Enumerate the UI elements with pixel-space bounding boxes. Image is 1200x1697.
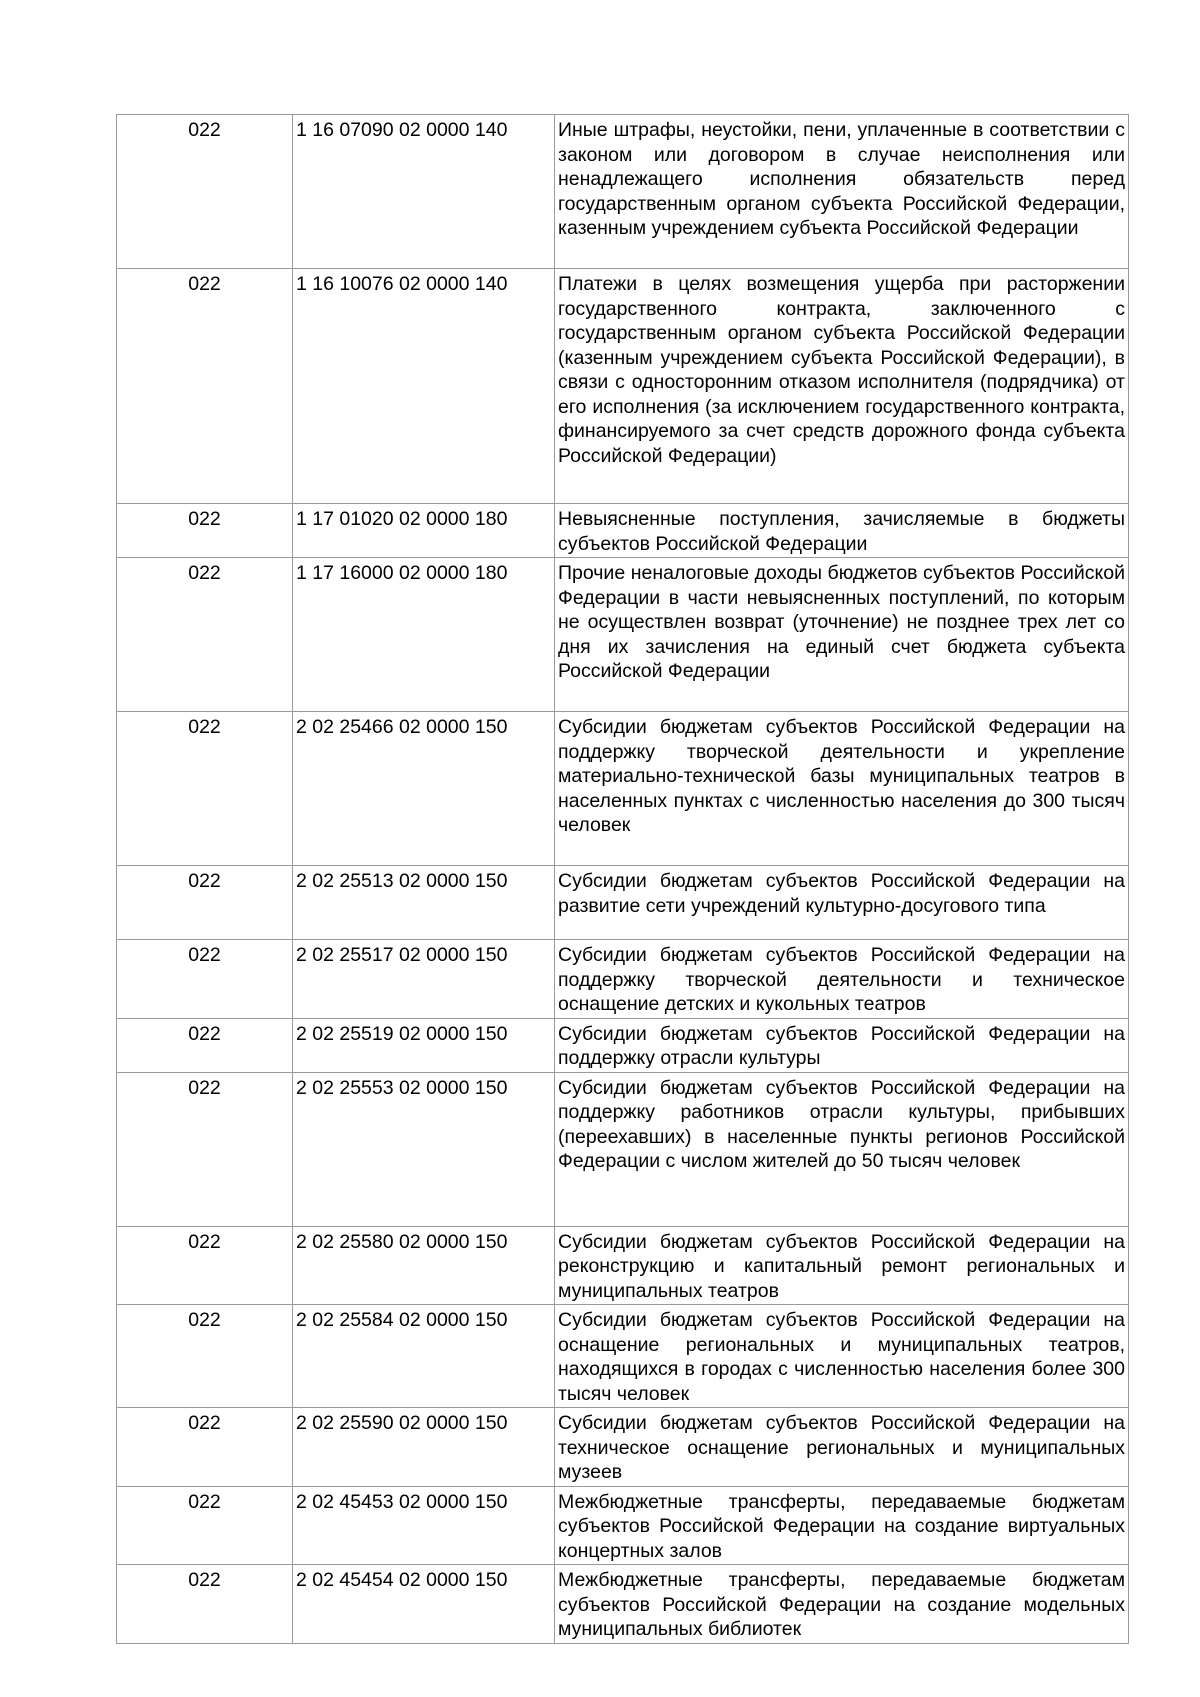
budget-code-cell: 2 02 25584 02 0000 150 <box>293 1305 555 1408</box>
admin-code-cell: 022 <box>117 866 293 940</box>
revenue-name-cell: Платежи в целях возмещения ущерба при расторжении государственного контракта, заключенного с государственным органом субъекта Российской Федерации (казенным учреждением субъекта Российской Федерации), в связи с односторонним отказом исполнителя (подрядчика) от его исполнения (за исключением государственного контракта, финансируемого за счет средств дорожного фонда субъекта Российской Федерации) <box>555 269 1129 504</box>
budget-code-cell: 1 17 01020 02 0000 180 <box>293 504 555 558</box>
admin-code-cell: 022 <box>117 712 293 866</box>
admin-code-cell: 022 <box>117 1486 293 1565</box>
budget-code-cell: 2 02 25553 02 0000 150 <box>293 1072 555 1226</box>
admin-code-cell: 022 <box>117 558 293 712</box>
revenue-name-cell: Субсидии бюджетам субъектов Российской Федерации на поддержку творческой деятельности и техническое оснащение детских и кукольных театров <box>555 940 1129 1019</box>
revenue-name-cell: Субсидии бюджетам субъектов Российской Федерации на поддержку отрасли культуры <box>555 1018 1129 1072</box>
admin-code-cell: 022 <box>117 1408 293 1487</box>
admin-code-cell: 022 <box>117 1072 293 1226</box>
admin-code-cell: 022 <box>117 1305 293 1408</box>
table-row <box>117 940 1129 1019</box>
revenue-name-cell: Прочие неналоговые доходы бюджетов субъектов Российской Федерации в части невыясненных поступлений, по которым не осуществлен возврат (уточнение) не позднее трех лет со дня их зачисления на единый счет бюджета субъекта Российской Федерации <box>555 558 1129 712</box>
budget-code-cell: 2 02 25519 02 0000 150 <box>293 1018 555 1072</box>
revenue-name-cell: Межбюджетные трансферты, передаваемые бюджетам субъектов Российской Федерации на создание модельных муниципальных библиотек <box>555 1565 1129 1644</box>
revenue-name-cell: Субсидии бюджетам субъектов Российской Федерации на реконструкцию и капитальный ремонт региональных и муниципальных театров <box>555 1226 1129 1305</box>
budget-code-cell: 1 17 16000 02 0000 180 <box>293 558 555 712</box>
budget-code-cell: 2 02 25517 02 0000 150 <box>293 940 555 1019</box>
admin-code-cell: 022 <box>117 940 293 1019</box>
revenue-name-cell: Невыясненные поступления, зачисляемые в бюджеты субъектов Российской Федерации <box>555 504 1129 558</box>
table-row <box>117 1226 1129 1305</box>
budget-code-cell: 1 16 10076 02 0000 140 <box>293 269 555 504</box>
budget-code-cell: 2 02 25513 02 0000 150 <box>293 866 555 940</box>
table-row <box>117 1408 1129 1487</box>
table-row <box>117 1486 1129 1565</box>
revenue-name-cell: Субсидии бюджетам субъектов Российской Федерации на развитие сети учреждений культурно-досугового типа <box>555 866 1129 940</box>
revenue-name-cell: Субсидии бюджетам субъектов Российской Федерации на техническое оснащение региональных и муниципальных музеев <box>555 1408 1129 1487</box>
admin-code-cell: 022 <box>117 1226 293 1305</box>
table-row <box>117 558 1129 712</box>
budget-code-cell: 2 02 25466 02 0000 150 <box>293 712 555 866</box>
admin-code-cell: 022 <box>117 115 293 269</box>
table-row <box>117 504 1129 558</box>
table-row <box>117 1305 1129 1408</box>
table-row <box>117 712 1129 866</box>
revenue-name-cell: Межбюджетные трансферты, передаваемые бюджетам субъектов Российской Федерации на создание виртуальных концертных залов <box>555 1486 1129 1565</box>
revenue-name-cell: Субсидии бюджетам субъектов Российской Федерации на поддержку работников отрасли культуры, прибывших (переехавших) в населенные пункты регионов Российской Федерации с числом жителей до 50 тысяч человек <box>555 1072 1129 1226</box>
budget-code-cell: 2 02 25580 02 0000 150 <box>293 1226 555 1305</box>
table-row <box>117 1072 1129 1226</box>
admin-code-cell: 022 <box>117 1565 293 1644</box>
table-row <box>117 866 1129 940</box>
table-row <box>117 269 1129 504</box>
table-row <box>117 115 1129 269</box>
budget-code-cell: 2 02 45454 02 0000 150 <box>293 1565 555 1644</box>
admin-code-cell: 022 <box>117 1018 293 1072</box>
admin-code-cell: 022 <box>117 504 293 558</box>
revenue-name-cell: Субсидии бюджетам субъектов Российской Федерации на оснащение региональных и муниципальных театров, находящихся в городах с численностью населения более 300 тысяч человек <box>555 1305 1129 1408</box>
budget-code-cell: 2 02 45453 02 0000 150 <box>293 1486 555 1565</box>
budget-code-cell: 2 02 25590 02 0000 150 <box>293 1408 555 1487</box>
revenue-codes-table <box>116 114 1129 1644</box>
table-row <box>117 1018 1129 1072</box>
budget-code-cell: 1 16 07090 02 0000 140 <box>293 115 555 269</box>
table-row <box>117 1565 1129 1644</box>
revenue-name-cell: Субсидии бюджетам субъектов Российской Федерации на поддержку творческой деятельности и укрепление материально-технической базы муниципальных театров в населенных пунктах с численностью населения до 300 тысяч человек <box>555 712 1129 866</box>
revenue-name-cell: Иные штрафы, неустойки, пени, уплаченные в соответствии с законом или договором в случае неисполнения или ненадлежащего исполнения обязательств перед государственным органом субъекта Российской Федерации, казенным учреждением субъекта Российской Федерации <box>555 115 1129 269</box>
admin-code-cell: 022 <box>117 269 293 504</box>
